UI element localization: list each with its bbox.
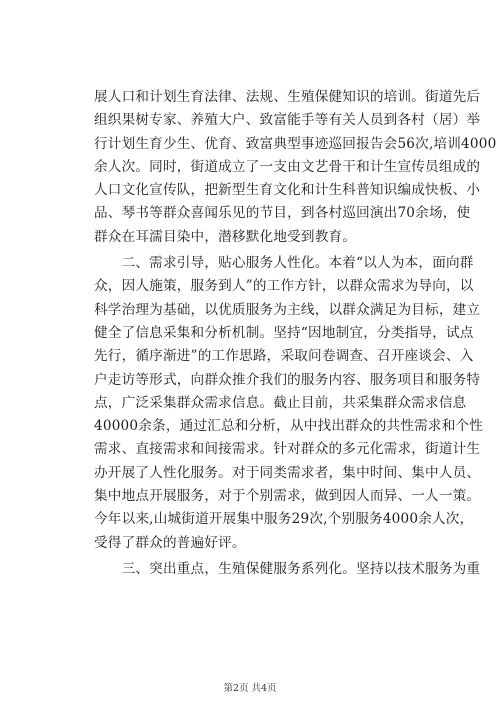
text-line: 户走访等形式，向群众推介我们的服务内容、服务项目和服务特 — [94, 371, 481, 388]
paragraph-demand-guidance — [94, 252, 484, 555]
text-line: 众，因人施策，服务到人”的工作方针，以群众需求为导向，以 — [94, 278, 474, 295]
text-line: 今年以来,山城街道开展集中服务29次,个别服务4000余人次， — [94, 511, 474, 528]
text-line: 行计划生育少生、优育、致富典型事迹巡回报告会56次,培训4000 — [94, 135, 497, 152]
text-line: 人口文化宣传队，把新型生育文化和计生科普知识编成快板、小 — [94, 182, 481, 199]
text-line: 二、需求引导，贴心服务人性化。本着“以人为本，面向群 — [94, 255, 474, 272]
text-line: 健全了信息采集和分析机制。坚持“因地制宜，分类指导，试点 — [94, 324, 474, 341]
text-line: 展人口和计划生育法律、法规、生殖保健知识的培训。街道先后 — [94, 89, 481, 105]
text-line: 40000余条，通过汇总和分析，从中找出群众的共性需求和个性 — [94, 418, 484, 435]
body-text — [94, 86, 497, 581]
text-line: 集中地点开展服务，对于个别需求，做到因人而异、一人一策。 — [94, 488, 481, 505]
text-line: 余人次。同时，街道成立了一支由文艺骨干和计生宣传员组成的 — [94, 158, 481, 175]
text-line: 科学治理为基础，以优质服务为主线，以群众满足为目标，建立 — [94, 301, 481, 318]
text-line: 需求、直接需求和间接需求。针对群众的多元化需求，街道计生 — [94, 441, 481, 458]
paragraph-key-focus — [94, 558, 481, 581]
paragraph-training — [94, 86, 497, 249]
text-line: 先行，循序渐进”的工作思路，采取问卷调查、召开座谈会、入 — [94, 348, 474, 365]
page-footer — [0, 680, 500, 694]
text-line: 受得了群众的普遍好评。 — [94, 534, 246, 551]
text-line: 群众在耳濡目染中，潜移默化地受到教育。 — [94, 228, 357, 245]
text-line: 办开展了人性化服务。对于同类需求者，集中时间、集中人员、 — [94, 464, 481, 481]
text-line: 三、突出重点，生殖保健服务系列化。坚持以技术服务为重 — [94, 560, 481, 577]
text-line: 组织果树专家、养殖大户、致富能手等有关人员到各村（居）举 — [94, 112, 481, 129]
text-line: 点，广泛采集群众需求信息。截止目前，共采集群众需求信息 — [94, 394, 467, 411]
page-number-label: 第2页 共4页 — [223, 683, 277, 694]
text-line: 品、琴书等群众喜闻乐见的节目，到各村巡回演出70余场，使 — [94, 205, 471, 222]
